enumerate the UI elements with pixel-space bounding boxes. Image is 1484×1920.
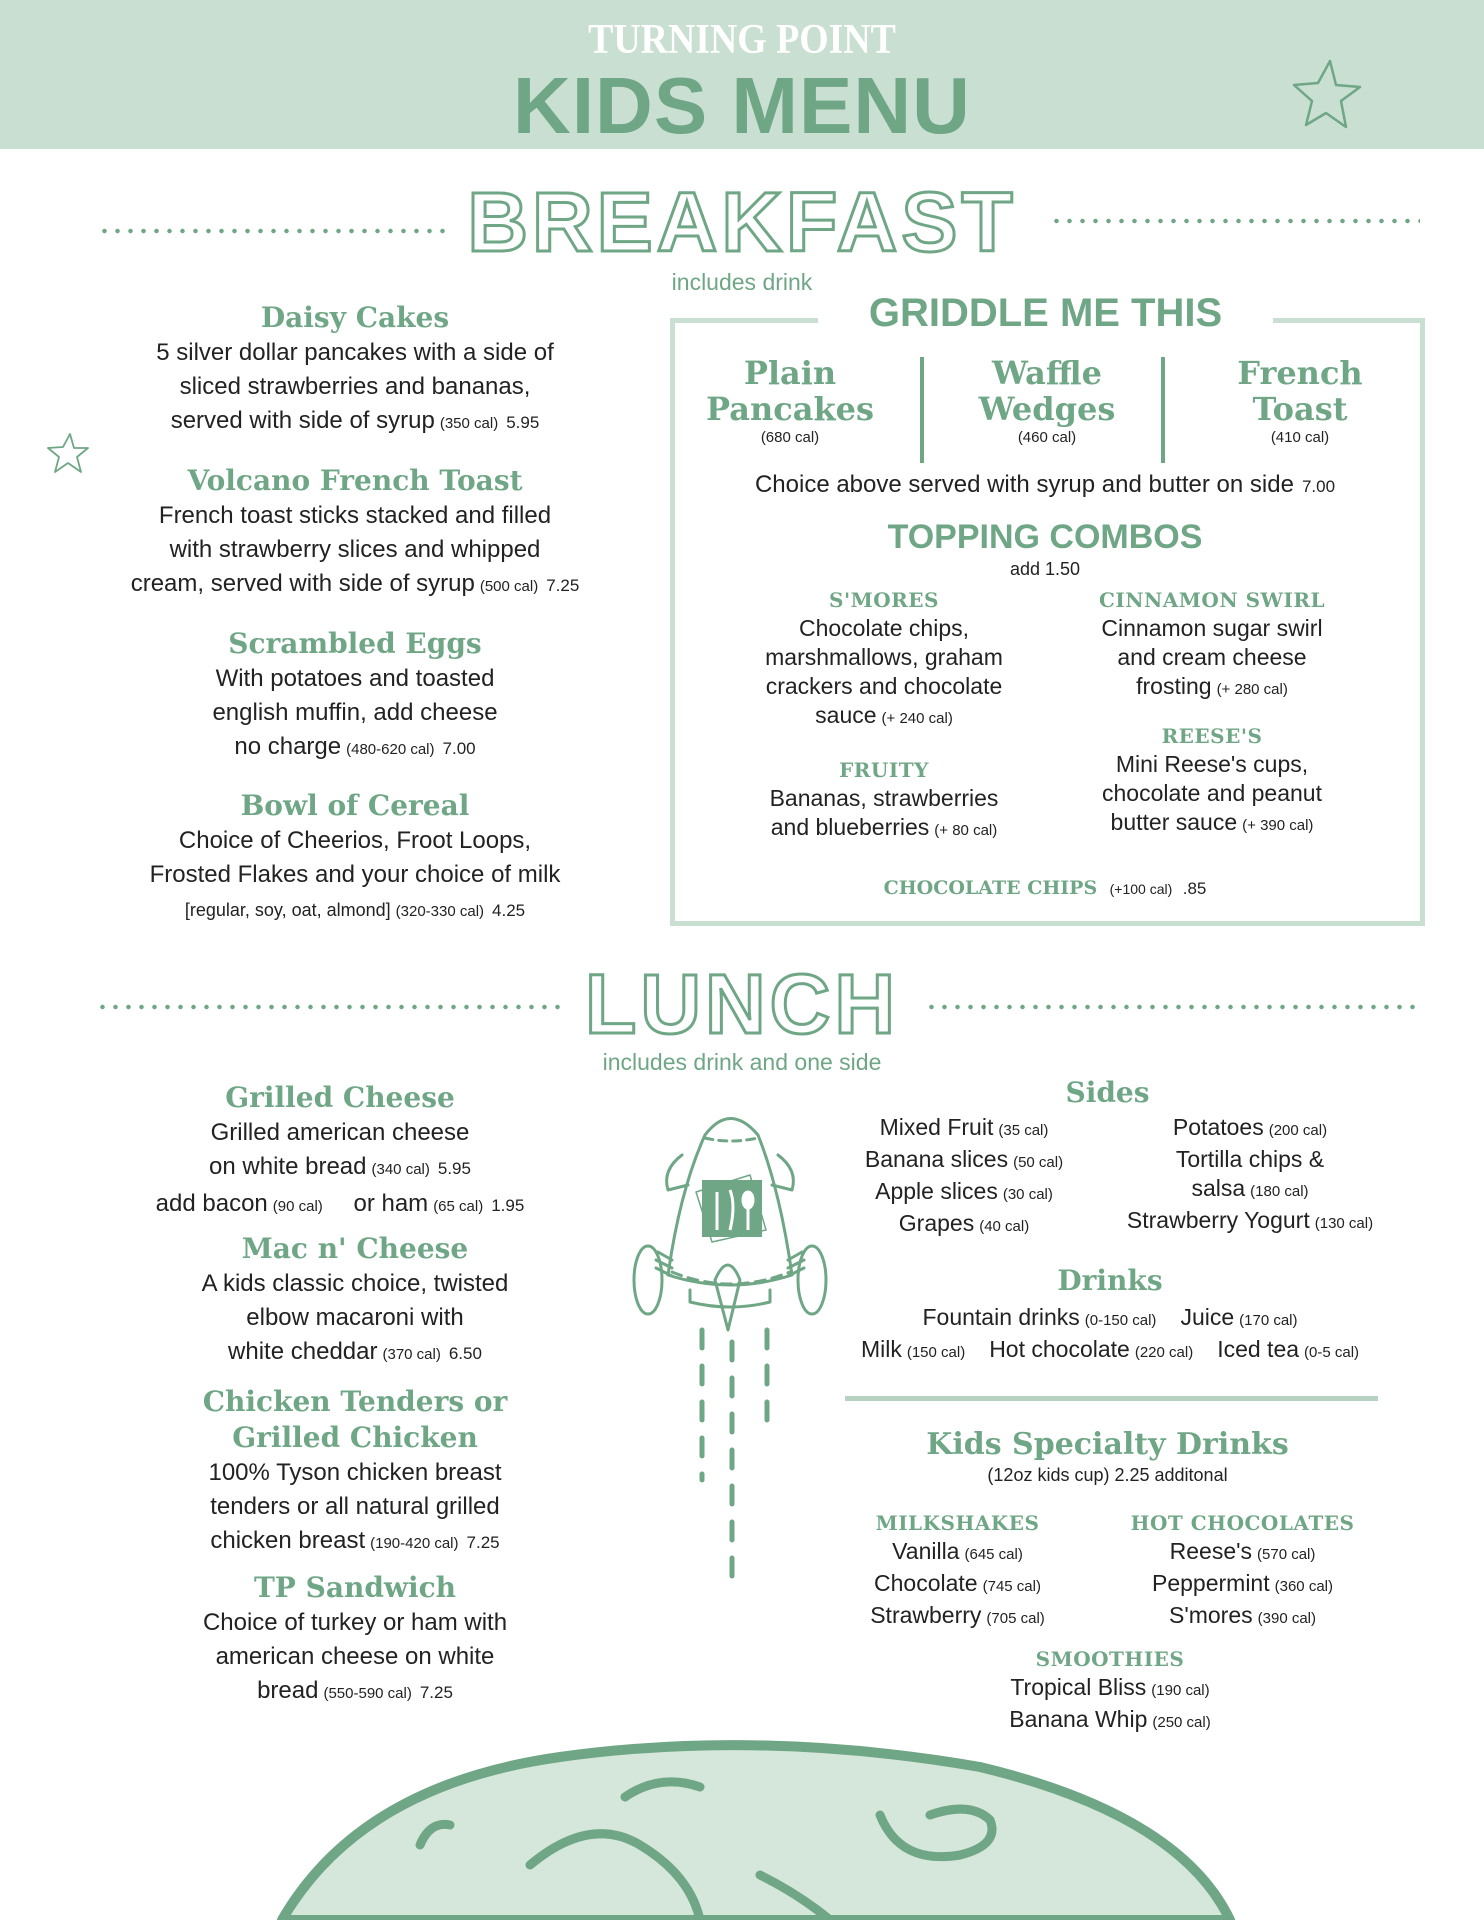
item-note: [regular, soy, oat, almond]: [184, 900, 391, 920]
item-line: [1052, 808, 1372, 840]
item-line: [100, 1674, 610, 1711]
item-line: [100, 1116, 580, 1150]
item-text: chicken breast: [210, 1527, 366, 1554]
item-text: French toast sticks stacked and filled: [158, 502, 552, 529]
combo-fruity: [724, 756, 1044, 845]
griddle-option-french-toast: [1200, 355, 1400, 449]
item-line: [80, 567, 630, 604]
item-line: [1052, 672, 1372, 704]
item-line: [100, 1187, 580, 1224]
item-line: [820, 1601, 1095, 1633]
item-text: Choice of Cheerios, Froot Loops,: [178, 827, 532, 854]
item-line: [1100, 1113, 1400, 1145]
item-text: 5 silver dollar pancakes with a side of: [156, 339, 554, 366]
item-text: Chocolate: [874, 1570, 978, 1596]
item-line: [80, 730, 630, 767]
item-line: [960, 1705, 1260, 1737]
item-text: Milk: [860, 1336, 902, 1362]
item-text: Strawberry: [870, 1602, 982, 1628]
lunch-title: LUNCH: [585, 957, 899, 1051]
item-cal: (220 cal): [1134, 1344, 1194, 1361]
item-cal: (570 cal): [1257, 1546, 1316, 1563]
item-cal: (370 cal): [382, 1346, 441, 1363]
item-cal: (360 cal): [1274, 1578, 1333, 1595]
menu-item-grilled-cheese: [100, 1080, 580, 1224]
item-line: [80, 696, 630, 730]
item-text: Mini Reese's cups,: [1115, 751, 1309, 777]
item-text: Choice above served with syrup and butter on side: [754, 471, 1294, 498]
star-icon: [1286, 55, 1366, 135]
item-cal: (705 cal): [986, 1610, 1045, 1627]
item-cal: (35 cal): [998, 1122, 1049, 1139]
item-cal: (0-5 cal): [1304, 1344, 1360, 1361]
item-cal: (30 cal): [1002, 1186, 1053, 1203]
item-text: crackers and chocolate: [765, 673, 1003, 699]
item-line: [100, 1267, 610, 1301]
item-line: [1052, 614, 1372, 643]
item-line: [80, 533, 630, 567]
combo-reeses: [1052, 722, 1372, 840]
menu-item-chicken-tenders: [145, 1384, 565, 1561]
item-cal: (90 cal): [272, 1198, 323, 1215]
item-line: [960, 1673, 1260, 1705]
drinks-section: [820, 1263, 1400, 1299]
item-text: frosting: [1136, 673, 1212, 699]
item-price: 5.95: [437, 1159, 471, 1178]
menu-item-tp-sandwich: [100, 1570, 610, 1711]
item-line: [80, 892, 630, 929]
item-text: and blueberries: [770, 814, 930, 840]
dotted-divider-left: [98, 228, 448, 234]
item-title: HOT CHOCOLATES: [1130, 1511, 1355, 1535]
topping-combos-title: TOPPING COMBOS: [887, 518, 1203, 556]
combo-smores: [724, 586, 1044, 733]
item-text: Frosted Flakes and your choice of milk: [149, 861, 561, 888]
sides-title: Sides: [1065, 1076, 1150, 1109]
item-line: [836, 1113, 1092, 1145]
item-cal: (40 cal): [979, 1218, 1030, 1235]
item-title: S'MORES: [829, 588, 939, 612]
item-text: white cheddar: [228, 1338, 378, 1365]
item-text: marshmallows, graham: [765, 644, 1003, 670]
item-text: cream, served with side of syrup: [130, 570, 475, 597]
item-cal: (50 cal): [1013, 1154, 1064, 1171]
lunch-subtitle: includes drink and one side: [602, 1049, 882, 1075]
item-title: Waffle Wedges: [978, 354, 1116, 428]
item-line: [724, 614, 1044, 643]
menu-item-scrambled-eggs: [80, 626, 630, 767]
item-cal: (745 cal): [982, 1578, 1041, 1595]
breakfast-title: BREAKFAST: [467, 175, 1017, 269]
dotted-divider-left: [96, 1004, 562, 1010]
item-price: 7.00: [442, 739, 476, 758]
item-cal: (390 cal): [1257, 1610, 1316, 1627]
item-title: Volcano French Toast: [187, 464, 523, 497]
section-divider: [845, 1396, 1378, 1401]
item-text: Strawberry Yogurt: [1126, 1207, 1310, 1233]
item-text: Grilled american cheese: [210, 1119, 470, 1146]
item-text: chocolate and peanut: [1102, 780, 1322, 806]
item-title: Daisy Cakes: [260, 301, 450, 334]
griddle-option-waffle-wedges: [947, 355, 1147, 449]
menu-title: KIDS MENU: [513, 61, 971, 150]
item-title: SMOOTHIES: [1035, 1647, 1185, 1671]
item-text: Tortilla chips &: [1175, 1146, 1325, 1172]
item-text: S'mores: [1169, 1602, 1253, 1628]
item-text: sauce: [815, 702, 877, 728]
item-title: Scrambled Eggs: [228, 627, 482, 660]
item-line: [820, 1569, 1095, 1601]
item-text: Iced tea: [1217, 1336, 1300, 1362]
sides-list-left: [836, 1113, 1092, 1241]
item-line: [80, 662, 630, 696]
item-cal: (190-420 cal): [370, 1535, 459, 1552]
item-title: CINNAMON SWIRL: [1098, 588, 1326, 612]
item-cal: (170 cal): [1239, 1312, 1298, 1329]
item-text: add bacon: [155, 1190, 268, 1217]
item-line: [680, 468, 1410, 504]
item-cal: (340 cal): [371, 1161, 430, 1178]
item-line: [1200, 427, 1400, 449]
combo-cinnamon-swirl: [1052, 586, 1372, 704]
item-text: no charge: [234, 733, 342, 760]
addon-label: CHOCOLATE CHIPS: [883, 877, 1098, 899]
item-text: served with side of syrup: [170, 407, 435, 434]
item-cal: (130 cal): [1314, 1215, 1374, 1232]
item-line: [145, 1490, 565, 1524]
griddle-note: [680, 468, 1410, 504]
item-text: Tropical Bliss: [1010, 1674, 1147, 1700]
item-cal: (320-330 cal): [395, 903, 485, 920]
item-line: [820, 1537, 1095, 1569]
item-title: TP Sandwich: [253, 1571, 457, 1604]
item-line: [724, 643, 1044, 672]
menu-item-volcano-french-toast: [80, 463, 630, 604]
item-line: [1100, 1174, 1400, 1206]
item-text: or ham: [346, 1190, 429, 1217]
item-line: [836, 1177, 1092, 1209]
item-text: Reese's: [1169, 1538, 1253, 1564]
specialty-title: Kids Specialty Drinks: [926, 1427, 1289, 1462]
addon-price: .85: [1182, 879, 1207, 898]
hot-chocolates-list: [1100, 1509, 1385, 1633]
item-text: with strawberry slices and whipped: [169, 536, 541, 563]
item-text: Chocolate chips,: [798, 615, 970, 641]
item-price: 6.50: [448, 1344, 482, 1363]
item-line: [100, 1301, 610, 1335]
menu-item-mac-n-cheese: [100, 1231, 610, 1372]
item-line: [1052, 750, 1372, 779]
item-price: 5.95: [506, 413, 540, 432]
item-title: MILKSHAKES: [875, 1511, 1040, 1535]
item-text: Juice: [1180, 1304, 1235, 1330]
item-text: butter sauce: [1110, 809, 1238, 835]
column-divider: [1161, 357, 1165, 463]
item-line: [80, 858, 630, 892]
item-line: [80, 370, 630, 404]
item-price: 7.00: [1301, 477, 1336, 496]
item-line: [100, 1335, 610, 1372]
item-text: Bananas, strawberries: [769, 785, 999, 811]
item-text: on white bread: [209, 1153, 367, 1180]
item-line: [145, 1456, 565, 1490]
item-line: [100, 1640, 610, 1674]
item-line: [690, 427, 890, 449]
breakfast-subtitle: includes drink: [671, 269, 813, 295]
item-title: Bowl of Cereal: [240, 789, 470, 822]
item-text: sliced strawberries and bananas,: [179, 373, 531, 400]
item-line: [836, 1209, 1092, 1241]
item-title: Mac n' Cheese: [241, 1232, 469, 1265]
item-text: elbow macaroni with: [246, 1304, 464, 1331]
griddle-title: GRIDDLE ME THIS: [868, 291, 1223, 335]
item-cal: (65 cal): [433, 1198, 484, 1215]
item-line: [1100, 1537, 1385, 1569]
item-line: [100, 1606, 610, 1640]
item-text: 100% Tyson chicken breast: [208, 1459, 502, 1486]
item-cal: (0-150 cal): [1084, 1312, 1157, 1329]
item-cal: (150 cal): [906, 1344, 966, 1361]
item-cal: (550-590 cal): [323, 1685, 412, 1702]
drinks-title: Drinks: [1057, 1264, 1163, 1297]
item-text: With potatoes and toasted: [215, 665, 495, 692]
griddle-option-plain-pancakes: [690, 355, 890, 449]
brand-name: TURNING POINT: [588, 17, 896, 63]
item-cal: (190 cal): [1151, 1682, 1210, 1699]
item-title: French Toast: [1237, 354, 1363, 428]
item-cal: (480-620 cal): [346, 741, 435, 758]
milkshakes-list: [820, 1509, 1095, 1633]
item-title: Chicken Tenders or Grilled Chicken: [202, 1385, 508, 1454]
smoothies-list: [960, 1645, 1260, 1737]
item-line: [1100, 1145, 1400, 1174]
item-text: and cream cheese: [1117, 644, 1307, 670]
item-cal: (+ 390 cal): [1242, 817, 1314, 834]
item-text: Banana slices: [864, 1146, 1009, 1172]
sides-list-right: [1100, 1113, 1400, 1238]
specialty-drinks-section: [840, 1427, 1375, 1487]
menu-item-bowl-of-cereal: [80, 788, 630, 929]
item-text: A kids classic choice, twisted: [201, 1270, 509, 1297]
item-price: 7.25: [419, 1683, 453, 1702]
item-cal: (250 cal): [1152, 1714, 1211, 1731]
item-line: [80, 824, 630, 858]
item-text: Vanilla: [892, 1538, 960, 1564]
column-divider: [920, 357, 924, 463]
item-line: [1100, 1206, 1400, 1238]
item-line: [1100, 1569, 1385, 1601]
item-text: Choice of turkey or ham with: [202, 1609, 508, 1636]
item-price: 1.95: [491, 1196, 525, 1215]
item-text: Fountain drinks: [922, 1304, 1080, 1330]
addon-cal: (+100 cal): [1109, 881, 1173, 897]
item-price: 4.25: [492, 901, 526, 920]
item-line: [145, 1524, 565, 1561]
sides-section: [1000, 1076, 1215, 1110]
item-title: REESE'S: [1161, 724, 1263, 748]
specialty-subtitle: (12oz kids cup) 2.25 additonal: [987, 1465, 1228, 1485]
item-cal: (+ 240 cal): [881, 710, 953, 727]
item-title: Grilled Cheese: [225, 1081, 455, 1114]
dotted-divider-right: [1050, 218, 1420, 224]
drinks-list: [800, 1303, 1420, 1367]
item-text: bread: [257, 1677, 319, 1704]
item-line: [724, 784, 1044, 813]
item-text: english muffin, add cheese: [212, 699, 498, 726]
item-text: Potatoes: [1172, 1114, 1264, 1140]
item-text: (410 cal): [1270, 429, 1330, 446]
item-line: [80, 404, 630, 441]
item-line: [836, 1145, 1092, 1177]
item-text: Hot chocolate: [989, 1336, 1130, 1362]
item-title: Plain Pancakes: [706, 354, 874, 428]
item-text: Mixed Fruit: [879, 1114, 994, 1140]
item-text: (680 cal): [760, 429, 820, 446]
item-line: [1052, 643, 1372, 672]
item-text: Apple slices: [875, 1178, 998, 1204]
menu-item-daisy-cakes: [80, 300, 630, 441]
item-line: [947, 427, 1147, 449]
item-price: 7.25: [466, 1533, 500, 1552]
item-text: tenders or all natural grilled: [210, 1493, 500, 1520]
item-cal: (200 cal): [1268, 1122, 1328, 1139]
item-line: [100, 1150, 580, 1187]
item-line: [724, 672, 1044, 701]
item-text: (460 cal): [1017, 429, 1077, 446]
item-cal: (500 cal): [479, 578, 539, 595]
item-line: [800, 1303, 1420, 1335]
item-cal: (350 cal): [439, 415, 499, 432]
item-cal: (645 cal): [964, 1546, 1023, 1563]
item-text: Grapes: [898, 1210, 975, 1236]
item-cal: (+ 280 cal): [1216, 681, 1288, 698]
item-line: [800, 1335, 1420, 1367]
planet-icon: [0, 1735, 1484, 1920]
item-line: [80, 336, 630, 370]
chocolate-chips-addon: [680, 877, 1410, 899]
item-text: Banana Whip: [1009, 1706, 1148, 1732]
item-price: 7.25: [546, 576, 580, 595]
item-line: [1100, 1601, 1385, 1633]
item-line: [1052, 779, 1372, 808]
item-line: [724, 813, 1044, 845]
dotted-divider-right: [925, 1004, 1419, 1010]
item-text: Peppermint: [1152, 1570, 1270, 1596]
item-line: [80, 499, 630, 533]
topping-combos-price: add 1.50: [1009, 559, 1081, 579]
item-cal: (180 cal): [1250, 1183, 1309, 1200]
item-line: [724, 701, 1044, 733]
item-cal: (+ 80 cal): [934, 822, 998, 839]
item-title: FRUITY: [839, 758, 929, 782]
item-text: american cheese on white: [215, 1643, 495, 1670]
item-text: salsa: [1191, 1175, 1246, 1201]
item-text: Cinnamon sugar swirl: [1101, 615, 1323, 641]
